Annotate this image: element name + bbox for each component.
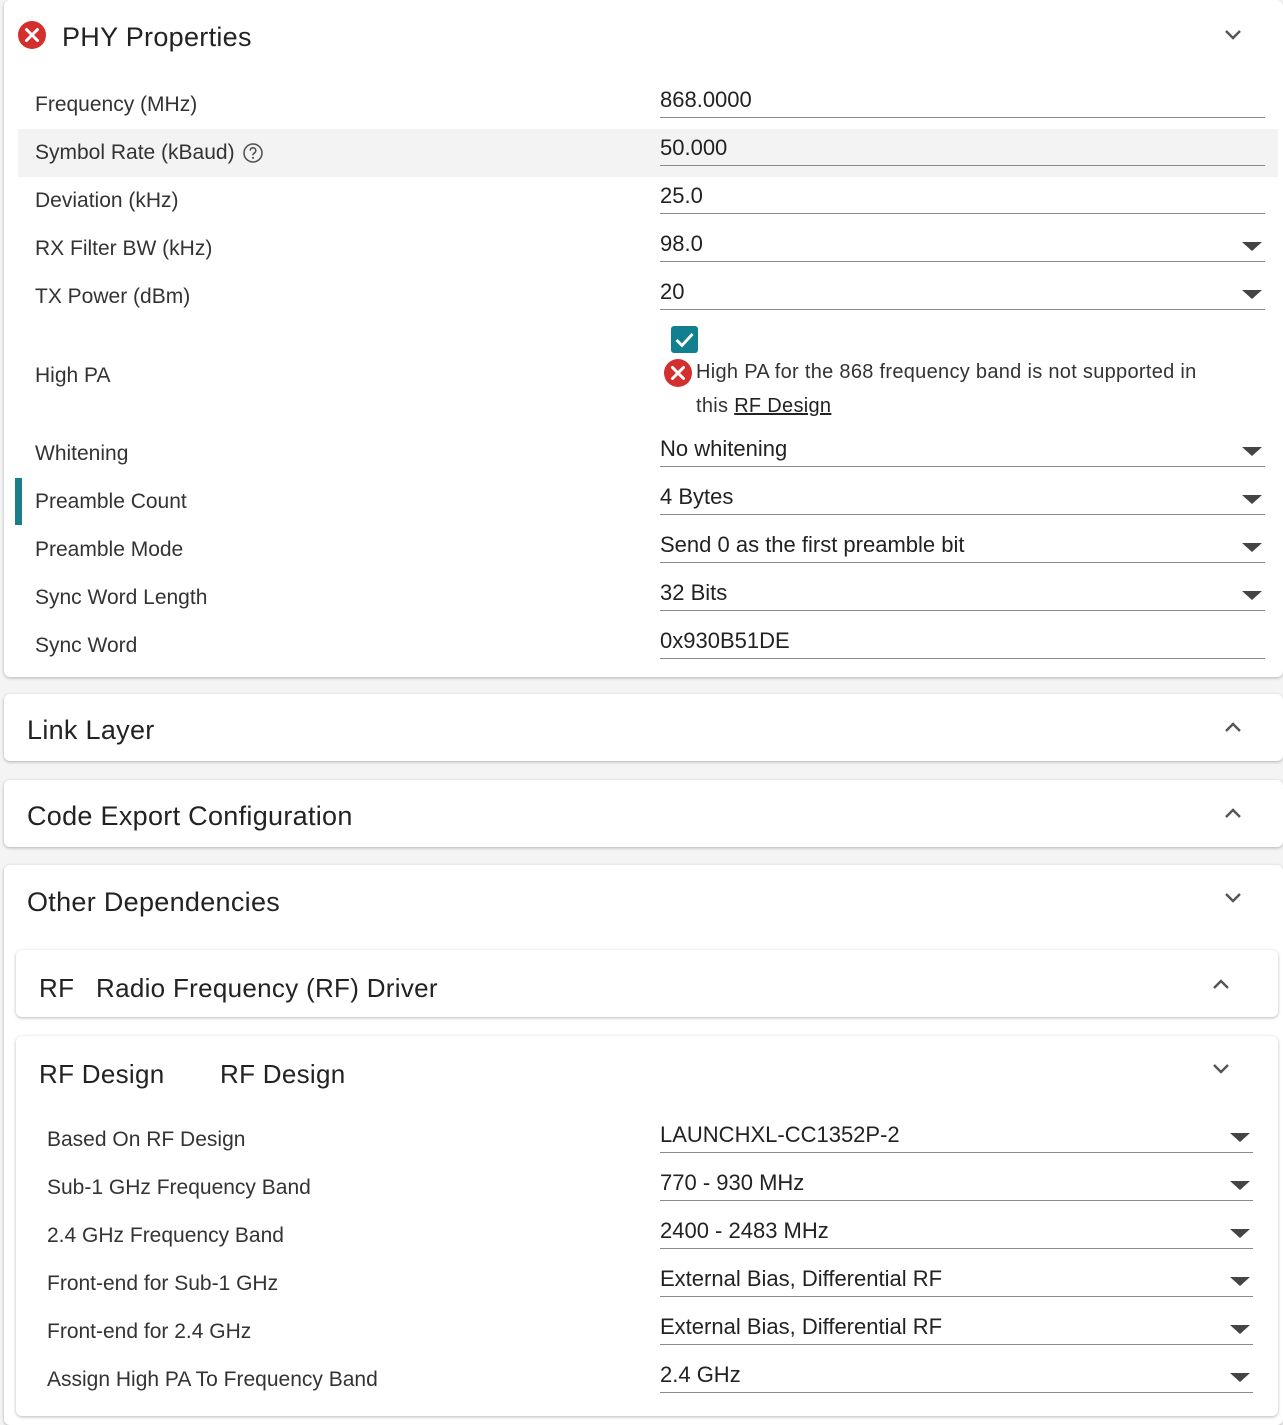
high-pa-label: High PA <box>35 364 111 387</box>
chevron-down-icon[interactable] <box>1222 24 1244 46</box>
tx-power-label: TX Power (dBm) <box>35 285 191 308</box>
code-export-panel[interactable] <box>4 780 1283 847</box>
caret-down-icon <box>1242 447 1262 456</box>
24ghz-band-select[interactable]: 2400 - 2483 MHz <box>660 1215 1253 1249</box>
link-layer-title: Link Layer <box>27 715 155 745</box>
caret-down-icon <box>1242 290 1262 299</box>
24ghz-band-label: 2.4 GHz Frequency Band <box>47 1224 284 1247</box>
rf-design-title: RF Design <box>220 1059 346 1089</box>
symbol-rate-input[interactable]: 50.000 <box>660 132 1265 166</box>
error-icon <box>17 20 47 50</box>
frequency-label: Frequency (MHz) <box>35 93 198 116</box>
sync-word-label: Sync Word <box>35 634 138 657</box>
caret-down-icon <box>1242 543 1262 552</box>
chevron-down-icon[interactable] <box>1222 887 1244 909</box>
rf-design-link[interactable]: RF Design <box>734 395 832 417</box>
caret-down-icon <box>1230 1181 1250 1190</box>
based-on-rf-design-select[interactable]: LAUNCHXL-CC1352P-2 <box>660 1119 1253 1153</box>
chevron-up-icon[interactable] <box>1222 716 1244 738</box>
chevron-up-icon[interactable] <box>1222 802 1244 824</box>
whitening-label: Whitening <box>35 442 129 465</box>
caret-down-icon <box>1230 1277 1250 1286</box>
caret-down-icon <box>1230 1229 1250 1238</box>
sync-word-length-label: Sync Word Length <box>35 586 208 609</box>
code-export-title: Code Export Configuration <box>27 801 353 831</box>
deviation-input[interactable]: 25.0 <box>660 180 1265 214</box>
preamble-mode-select[interactable]: Send 0 as the first preamble bit <box>660 529 1265 563</box>
phy-properties-panel <box>4 0 1283 677</box>
caret-down-icon <box>1242 495 1262 504</box>
sub1ghz-band-label: Sub-1 GHz Frequency Band <box>47 1176 311 1199</box>
rx-filter-bw-select[interactable]: 98.0 <box>660 228 1265 262</box>
frontend-sub1ghz-label: Front-end for Sub-1 GHz <box>47 1272 279 1295</box>
high-pa-error-icon <box>663 358 693 388</box>
assign-high-pa-label: Assign High PA To Frequency Band <box>47 1368 378 1391</box>
frequency-input[interactable]: 868.0000 <box>660 84 1265 118</box>
rf-driver-panel[interactable] <box>16 950 1278 1017</box>
link-layer-panel[interactable] <box>4 694 1283 761</box>
rf-design-panel <box>16 1036 1278 1416</box>
high-pa-error-message: High PA for the 868 frequency band is not supported in this RF Design <box>696 361 1197 417</box>
caret-down-icon <box>1242 591 1262 600</box>
frontend-sub1ghz-select[interactable]: External Bias, Differential RF <box>660 1263 1253 1297</box>
help-icon[interactable] <box>242 142 264 164</box>
rf-design-short: RF Design <box>39 1059 165 1089</box>
frontend-24ghz-select[interactable]: External Bias, Differential RF <box>660 1311 1253 1345</box>
symbol-rate-label: Symbol Rate (kBaud) <box>35 141 235 164</box>
sync-word-length-select[interactable]: 32 Bits <box>660 577 1265 611</box>
preamble-count-label: Preamble Count <box>35 490 187 513</box>
caret-down-icon <box>1242 242 1262 251</box>
based-on-rf-design-label: Based On RF Design <box>47 1128 246 1151</box>
whitening-select[interactable]: No whitening <box>660 433 1265 467</box>
rf-driver-short: RF <box>39 973 75 1003</box>
rx-filter-bw-label: RX Filter BW (kHz) <box>35 237 213 260</box>
preamble-mode-label: Preamble Mode <box>35 538 184 561</box>
assign-high-pa-select[interactable]: 2.4 GHz <box>660 1359 1253 1393</box>
frontend-24ghz-label: Front-end for 2.4 GHz <box>47 1320 252 1343</box>
preamble-count-select[interactable]: 4 Bytes <box>660 481 1265 515</box>
caret-down-icon <box>1230 1373 1250 1382</box>
deviation-label: Deviation (kHz) <box>35 189 179 212</box>
caret-down-icon <box>1230 1325 1250 1334</box>
chevron-down-icon[interactable] <box>1210 1058 1232 1080</box>
sync-word-input[interactable]: 0x930B51DE <box>660 625 1265 659</box>
phy-properties-title: PHY Properties <box>62 22 252 52</box>
sub1ghz-band-select[interactable]: 770 - 930 MHz <box>660 1167 1253 1201</box>
high-pa-row <box>18 352 618 400</box>
tx-power-select[interactable]: 20 <box>660 276 1265 310</box>
rf-driver-title: Radio Frequency (RF) Driver <box>96 973 438 1003</box>
other-dependencies-title: Other Dependencies <box>27 887 281 917</box>
high-pa-checkbox[interactable] <box>671 326 698 353</box>
caret-down-icon <box>1230 1133 1250 1142</box>
chevron-up-icon[interactable] <box>1210 973 1232 995</box>
